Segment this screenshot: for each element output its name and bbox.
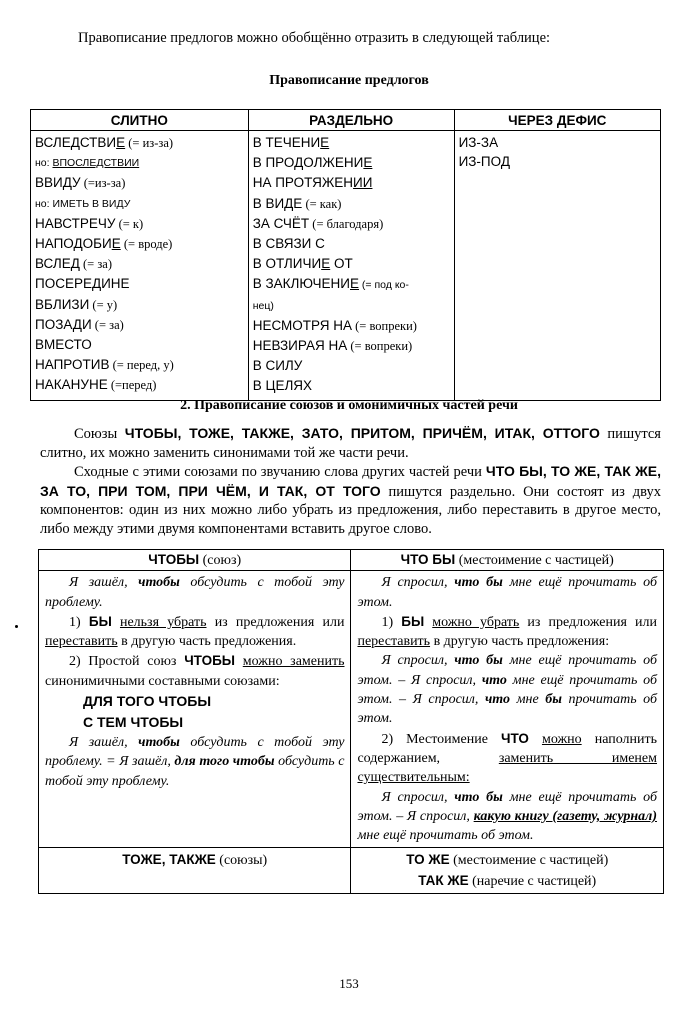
list-item: НАПОДОБИЕ (= вроде) [35, 236, 173, 252]
list-item: ВБЛИЗИ (= у) [35, 296, 118, 312]
header-slitno: СЛИТНО [31, 110, 249, 131]
list-item: ЗА СЧЁТ (= благодаря) [252, 215, 384, 231]
rule-1: 1) БЫ можно убрать из предложения или переставить в другую часть предложения: [357, 613, 657, 650]
example-1: Я спросил, что бы мне ещё прочитать об этом. [357, 575, 657, 610]
list-item: В ОТЛИЧИЕ ОТ [252, 256, 353, 272]
example-2: Я спросил, что бы мне ещё прочитать об этом. – Я спросил, что мне ещё прочитать об этом. – Я спросил, что мне бы прочитать об этом. [357, 653, 658, 727]
list-item: но: ИМЕТЬ В ВИДУ [35, 197, 131, 210]
list-item: ВМЕСТО [35, 337, 92, 353]
section-2-title: 2. Правописание союзов и омонимичных частей речи [180, 398, 518, 413]
list-item: НАВСТРЕЧУ (= к) [35, 215, 144, 231]
cell-tozhe-takzhe: ТОЖЕ, ТАКЖЕ (союзы) [39, 848, 351, 894]
intro-text: Правописание предлогов можно обобщённо отразить в следующей таблице: [78, 30, 551, 46]
margin-dot [15, 625, 18, 628]
header-razdelno: РАЗДЕЛЬНО [248, 110, 454, 131]
paragraph-1: Союзы ЧТОБЫ, ТОЖЕ, ТАКЖЕ, ЗАТО, ПРИТОМ, ПРИЧЁМ, ИТАК, ОТТОГО пишутся слитно, их можно заменить синонимами той же части речи. [40, 425, 661, 461]
header-chto-by: ЧТО БЫ (местоимение с частицей) [351, 550, 664, 571]
list-item: В СВЯЗИ С [252, 236, 325, 252]
cell-chtoby [39, 571, 351, 848]
list-item: НЕСМОТРЯ НА (= вопреки) [252, 317, 417, 333]
list-item: В ЗАКЛЮЧЕНИЕ (= под ко- [252, 276, 409, 292]
list-item: В ЦЕЛЯХ [252, 378, 313, 394]
list-item: ВСЛЕД (= за) [35, 256, 112, 272]
col-defis [454, 131, 660, 401]
page-number: 153 [339, 976, 359, 991]
list-item: В СИЛУ [252, 358, 303, 374]
list-item: В ТЕЧЕНИЕ [252, 135, 330, 150]
list-item: ТО ЖЕ (местоимение с частицей) [406, 852, 609, 869]
rule-1: 1) БЫ нельзя убрать из предложения или переставить в другую часть предложения. [45, 613, 345, 650]
list-item: ТАК ЖЕ (наречие с частицей) [418, 872, 597, 889]
list-item: НАПРОТИВ (= перед, у) [35, 357, 174, 373]
list-item: но: ВПОСЛЕДСТВИИ [35, 157, 140, 170]
list-item: НЕВЗИРАЯ НА (= вопреки) [252, 338, 413, 354]
rule-2: 2) Местоимение ЧТО можно наполнить содержанием, заменить именем существительным: [357, 730, 657, 786]
example-1: Я зашёл, чтобы обсудить с тобой эту проблему. [45, 575, 345, 610]
list-item: ВСЛЕДСТВИЕ (= из-за) [35, 135, 174, 150]
list-item: ПОСЕРЕДИНЕ [35, 276, 130, 292]
conjunctions-table [38, 549, 664, 894]
header-defis: ЧЕРЕЗ ДЕФИС [454, 110, 660, 131]
list-item: ИЗ-ПОД [458, 154, 510, 170]
prepositions-table [30, 109, 661, 401]
list-item: В ВИДЕ (= как) [252, 195, 342, 211]
list-item: нец) [252, 299, 274, 312]
example-2: Я зашёл, чтобы обсудить с тобой эту проблему. = Я зашёл, для того чтобы обсудить с тобой эту проблему. [45, 735, 345, 789]
header-chtoby: ЧТОБЫ (союз) [39, 550, 351, 571]
list-item: В ПРОДОЛЖЕНИЕ [252, 155, 373, 171]
col-slitno [31, 131, 249, 401]
list-item: НА ПРОТЯЖЕНИИ [252, 175, 373, 191]
list-item: ИЗ-ЗА [458, 135, 499, 150]
rule-2: 2) Простой союз ЧТОБЫ можно заменить синонимичными составными союзами: [45, 653, 345, 689]
compound-conjunction: С ТЕМ ЧТОБЫ [83, 714, 184, 731]
col-razdelno [248, 131, 454, 401]
list-item: ВВИДУ (=из-за) [35, 175, 126, 191]
example-3: Я спросил, что бы мне ещё прочитать об этом. – Я спросил, какую книгу (газету, журнал) мне ещё прочитать об этом. [357, 789, 658, 844]
cell-chto-by [351, 571, 664, 848]
paragraph-2: Сходные с этими союзами по звучанию слова других частей речи ЧТО БЫ, ТО ЖЕ, ТАК ЖЕ, ЗА ТО, ПРИ ТОМ, ПРИ ЧЁМ, И ТАК, ОТ ТОГО пишутся раздельно. Они состоят из двух компонентов: один из них можно либо убрать из предложения, либо переставить в другое место, либо между этими двумя компонентами вставить другое слово. [40, 463, 661, 537]
compound-conjunction: ДЛЯ ТОГО ЧТОБЫ [83, 693, 212, 710]
table1-title: Правописание предлогов [269, 73, 429, 88]
list-item: ПОЗАДИ (= за) [35, 316, 124, 332]
cell-to-zhe [351, 848, 664, 894]
list-item: НАКАНУНЕ (=перед) [35, 377, 157, 393]
